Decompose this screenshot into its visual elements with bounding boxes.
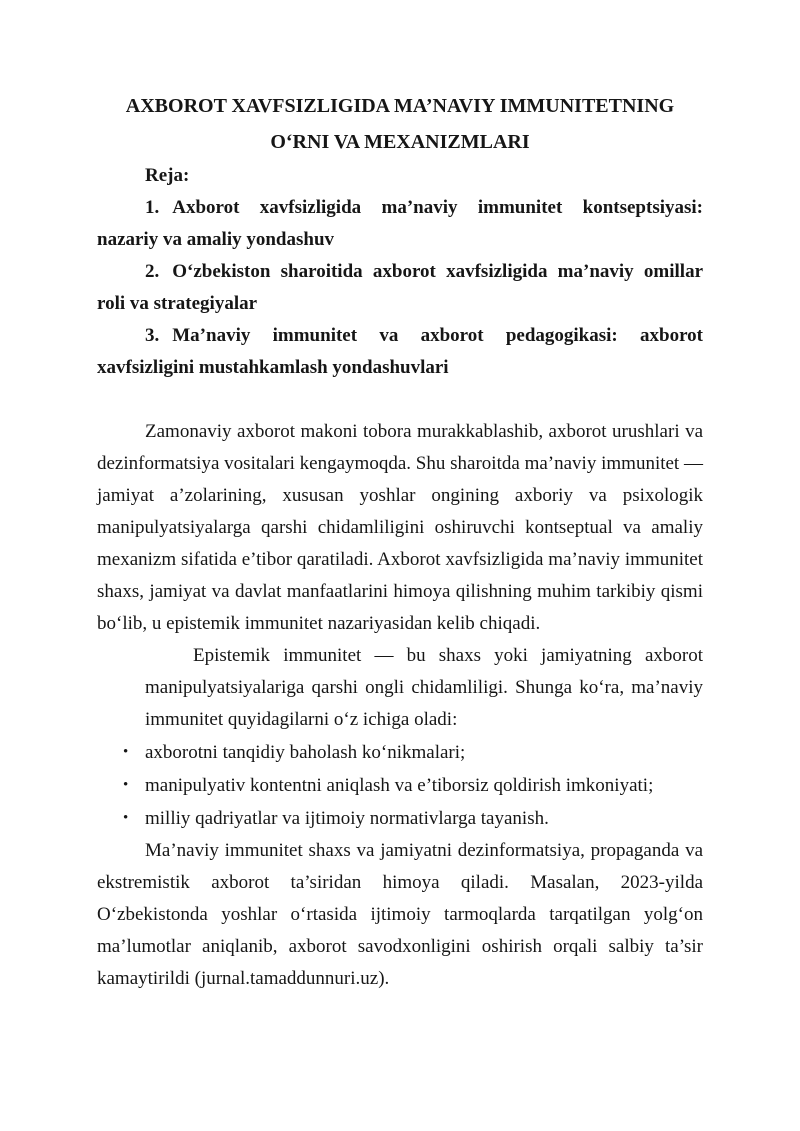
document-title — [97, 88, 703, 160]
plan-item-2-text: O‘zbekiston sharoitida axborot xavfsizligida ma’naviy omillar roli va strategiyalar — [97, 261, 703, 314]
paragraph-example: Ma’naviy immunitet shaxs va jamiyatni dezinformatsiya, propaganda va ekstremistik axborot ta’siridan himoya qiladi. Masalan, 2023-yilda O‘zbekistonda yoshlar o‘rtasida ijtimoiy tarmoqlarda tarqatilgan yolg‘on ma’lumotlar aniqlanib, axborot savodxonligini oshirish orqali salbiy ta’sir kamaytirildi (jurnal.tamaddunnuri.uz). — [97, 840, 703, 989]
plan-item-3-number: 3. — [145, 325, 160, 346]
list-item — [97, 769, 703, 802]
list-item — [97, 802, 703, 835]
list-item-text: milliy qadriyatlar va ijtimoiy normativlarga tayanish. — [145, 808, 549, 829]
plan-item-1 — [97, 192, 703, 256]
plan-item-2-number: 2. — [145, 261, 160, 282]
bullet-icon: • — [123, 744, 129, 760]
plan-item-1-number: 1. — [145, 197, 160, 218]
document-title-line2: O‘RNI VA MEXANIZMLARI — [270, 131, 530, 153]
document-content — [97, 88, 703, 995]
bullet-icon: • — [123, 810, 129, 826]
bullet-icon: • — [123, 777, 129, 793]
document-title-line1: AXBOROT XAVFSIZLIGIDA MA’NAVIY IMMUNITETNING — [125, 95, 675, 117]
list-item-text: manipulyativ kontentni aniqlash va e’tiborsiz qoldirish imkoniyati; — [145, 775, 654, 796]
plan-item-2 — [97, 256, 703, 320]
list-item — [97, 736, 703, 769]
paragraph-epistemik: Epistemik immunitet — bu shaxs yoki jamiyatning axborot manipulyatsiyalariga qarshi ongli chidamliligi. Shunga ko‘ra, ma’naviy immunitet quyidagilarni o‘z ichiga oladi: — [145, 645, 703, 730]
immunity-components-list — [97, 736, 703, 835]
paragraph-intro: Zamonaviy axborot makoni tobora murakkablashib, axborot urushlari va dezinformatsiya vositalari kengaymoqda. Shu sharoitda ma’naviy immunitet — jamiyat a’zolarining, xususan yoshlar ongining axboriy va psixologik manipulyatsiyalarga qarshi chidamliligini oshiruvchi kontseptual va amaliy mexanizm sifatida e’tibor qaratiladi. Axborot xavfsizligida ma’naviy immunitet shaxs, jamiyat va davlat manfaatlarini himoya qilishning muhim tarkibiy qismi bo‘lib, u epistemik immunitet nazariyasidan kelib chiqadi. — [97, 421, 703, 634]
plan-item-3 — [97, 320, 703, 384]
list-item-text: axborotni tanqidiy baholash ko‘nikmalari; — [145, 742, 466, 763]
plan-item-1-text: Axborot xavfsizligida ma’naviy immunitet kontseptsiyasi: nazariy va amaliy yondashuv — [97, 197, 703, 250]
plan-heading: Reja: — [145, 165, 190, 186]
plan-item-3-text: Ma’naviy immunitet va axborot pedagogikasi: axborot xavfsizligini mustahkamlash yondashuvlari — [97, 325, 703, 378]
